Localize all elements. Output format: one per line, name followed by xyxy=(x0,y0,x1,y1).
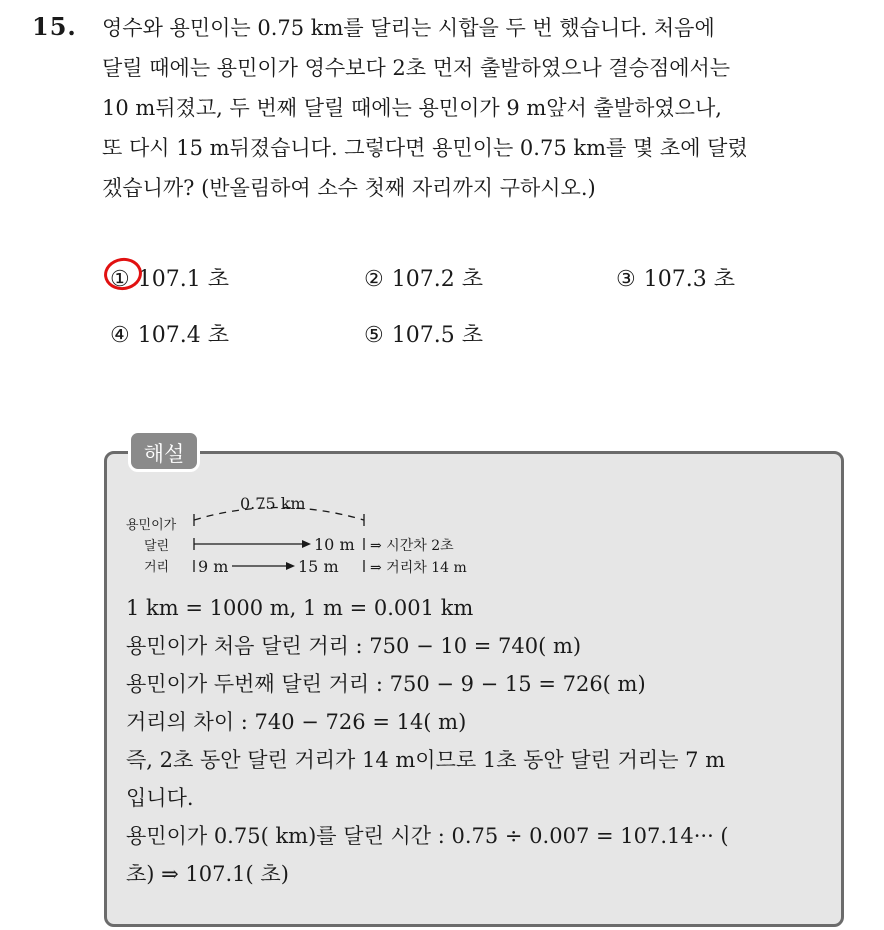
choice-text: 107.1 초 xyxy=(137,267,229,292)
solution-line: 즉, 2초 동안 달린 거리가 14 m이므로 1초 동안 달린 거리는 7 m xyxy=(126,748,726,772)
question-text xyxy=(102,14,862,214)
diagram-row-label: 거리 xyxy=(144,560,170,575)
choice-number: ⑤ xyxy=(364,323,384,348)
solution-line: 1 km = 1000 m, 1 m = 0.001 km xyxy=(126,596,474,620)
diagram-row2-start: 9 m xyxy=(198,557,229,576)
solution-line: 용민이가 처음 달린 거리 : 750 − 10 = 740( m) xyxy=(126,634,582,658)
diagram-row-label: 용민이가 xyxy=(126,518,177,533)
choice-3[interactable] xyxy=(616,262,735,293)
solution-line: 용민이가 0.75( km)를 달린 시간 : 0.75 ÷ 0.007 = 107.14··· ( xyxy=(126,824,729,848)
choice-text: 107.3 초 xyxy=(643,267,735,292)
question-line: 영수와 용민이는 0.75 km를 달리는 시합을 두 번 했습니다. 처음에 xyxy=(102,16,715,40)
diagram-row2-result: ⇒ 거리차 14 m xyxy=(370,560,467,576)
choice-number: ④ xyxy=(110,323,130,348)
choice-text: 107.4 초 xyxy=(137,323,229,348)
solution-line: 입니다. xyxy=(126,786,194,810)
choice-text: 107.5 초 xyxy=(391,323,483,348)
choice-text: 107.2 초 xyxy=(391,267,483,292)
question-line: 겠습니까? (반올림하여 소수 첫째 자리까지 구하시오.) xyxy=(102,176,596,200)
diagram-row1-end: 10 m xyxy=(314,535,355,554)
diagram-row1-result: ⇒ 시간차 2초 xyxy=(370,538,454,554)
choice-4[interactable] xyxy=(110,318,229,349)
row2-arrow-head xyxy=(286,562,295,570)
solution-line: 초) ⇒ 107.1( 초) xyxy=(126,862,289,886)
question-number: 15. xyxy=(32,12,77,41)
question-line: 달릴 때에는 용민이가 영수보다 2초 먼저 출발하였으나 결승점에서는 xyxy=(102,56,731,80)
diagram-row2-end: 15 m xyxy=(298,557,339,576)
row1-arrow-head xyxy=(302,540,311,548)
distance-diagram xyxy=(118,490,518,585)
solution-text xyxy=(126,592,842,896)
choice-5[interactable] xyxy=(364,318,483,349)
choice-2[interactable] xyxy=(364,262,483,293)
choice-number: ① xyxy=(110,267,130,292)
solution-tab: 해설 xyxy=(128,430,200,472)
diagram-total-label: 0.75 km xyxy=(240,494,306,513)
question-line: 10 m뒤졌고, 두 번째 달릴 때에는 용민이가 9 m앞서 출발하였으나, xyxy=(102,96,722,120)
solution-line: 거리의 차이 : 740 − 726 = 14( m) xyxy=(126,710,467,734)
solution-line: 용민이가 두번째 달린 거리 : 750 − 9 − 15 = 726( m) xyxy=(126,672,646,696)
diagram-row-label: 달린 xyxy=(144,539,170,554)
question-line: 또 다시 15 m뒤졌습니다. 그렇다면 용민이는 0.75 km를 몇 초에 달렸 xyxy=(102,136,748,160)
choice-number: ③ xyxy=(616,267,636,292)
choice-number: ② xyxy=(364,267,384,292)
